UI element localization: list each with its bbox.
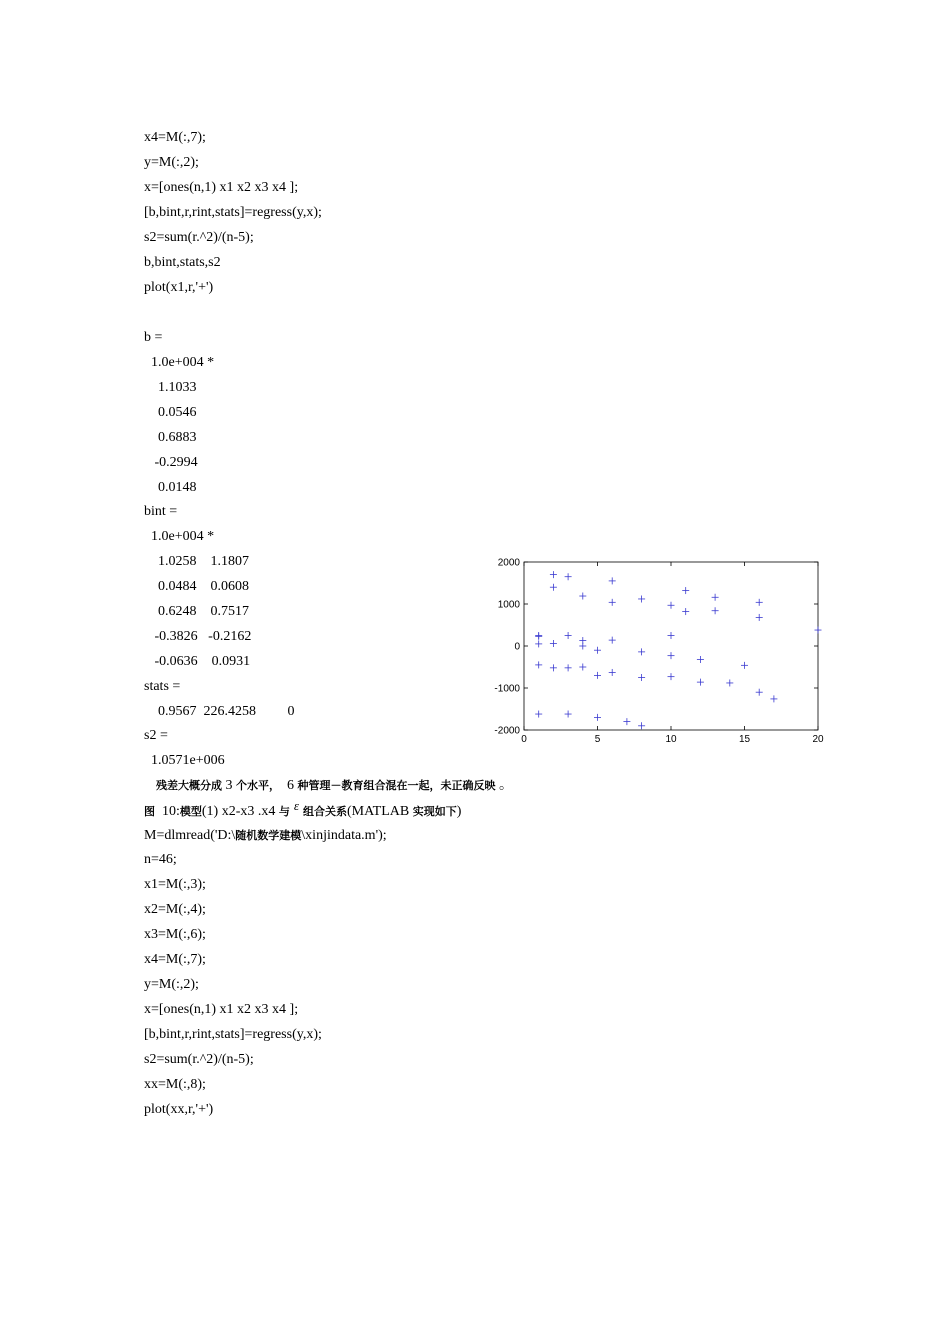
data-point [535, 711, 542, 718]
output-bint-row: 0.0484 0.0608 [144, 579, 249, 594]
data-point [668, 602, 675, 609]
data-point [550, 640, 557, 647]
data-point [550, 571, 557, 578]
data-point [668, 652, 675, 659]
output-bint-row: 1.0258 1.1807 [144, 554, 249, 569]
x-tick-label: 20 [812, 734, 824, 745]
output-s2-label: s2 = [144, 728, 168, 743]
output-bint-label: bint = [144, 504, 178, 519]
output-bint-row: 0.6248 0.7517 [144, 604, 249, 619]
data-point [756, 689, 763, 696]
data-point [770, 695, 777, 702]
data-point [726, 679, 733, 686]
output-bint-scale: 1.0e+004 * [144, 529, 215, 544]
data-point [668, 673, 675, 680]
data-point [550, 584, 557, 591]
code-line: x1=M(:,3); [144, 877, 206, 892]
code-line: x4=M(:,7); [144, 952, 206, 967]
output-b-value: -0.2994 [144, 455, 198, 470]
code-line: s2=sum(r.^2)/(n-5); [144, 230, 254, 245]
code-line: n=46; [144, 852, 177, 867]
code-line: s2=sum(r.^2)/(n-5); [144, 1052, 254, 1067]
data-point [712, 607, 719, 614]
data-point [609, 599, 616, 606]
data-point [565, 573, 572, 580]
data-point [565, 664, 572, 671]
data-point [609, 637, 616, 644]
output-b-value: 0.0148 [144, 480, 197, 495]
code-line: x2=M(:,4); [144, 902, 206, 917]
data-point [668, 632, 675, 639]
code-line: plot(x1,r,'+') [144, 280, 214, 295]
output-stats-values: 0.9567 226.4258 0 [144, 704, 295, 719]
caption-residual-note: 残差大概分成 3 个水平， 6 种管理－教育组合混在一起，未正确反映 。 [156, 778, 513, 793]
data-point [623, 718, 630, 725]
y-tick-label: 0 [514, 641, 520, 653]
data-point [741, 662, 748, 669]
output-b-label: b = [144, 330, 163, 345]
data-point [609, 577, 616, 584]
output-b-value: 0.0546 [144, 405, 197, 420]
output-b-value: 1.1033 [144, 380, 197, 395]
data-point [594, 672, 601, 679]
code-line: x=[ones(n,1) x1 x2 x3 x4 ]; [144, 180, 299, 195]
output-bint-row: -0.3826 -0.2162 [144, 629, 252, 644]
data-point [535, 633, 542, 640]
output-b-value: 0.6883 [144, 430, 197, 445]
code-line-dlmread: M=dlmread('D:\随机数学建模\xinjindata.m'); [144, 828, 387, 843]
code-line: x4=M(:,7); [144, 130, 206, 145]
data-point [579, 643, 586, 650]
code-line: [b,bint,r,rint,stats]=regress(y,x); [144, 1027, 322, 1042]
output-b-scale: 1.0e+004 * [144, 355, 215, 370]
x-tick-label: 10 [665, 734, 677, 745]
output-stats-label: stats = [144, 679, 181, 694]
code-line: x=[ones(n,1) x1 x2 x3 x4 ]; [144, 1002, 299, 1017]
data-point [550, 664, 557, 671]
code-line: plot(xx,r,'+') [144, 1102, 214, 1117]
y-tick-label: 1000 [497, 599, 520, 611]
data-point [638, 722, 645, 729]
residual-scatter-plot [488, 550, 833, 750]
epsilon-symbol: ε [293, 798, 300, 813]
data-point [697, 679, 704, 686]
code-line: xx=M(:,8); [144, 1077, 206, 1092]
x-tick-label: 5 [594, 734, 601, 745]
data-point [638, 648, 645, 655]
data-point [638, 595, 645, 602]
output-bint-row: -0.0636 0.0931 [144, 654, 251, 669]
plot-axes-frame [524, 562, 818, 730]
data-point [594, 647, 601, 654]
data-point [682, 608, 689, 615]
code-line: b,bint,stats,s2 [144, 255, 221, 270]
y-tick-label: -2000 [494, 725, 520, 737]
code-line: y=M(:,2); [144, 155, 199, 170]
x-tick-label: 15 [738, 734, 751, 745]
data-point [535, 661, 542, 668]
code-line: [b,bint,r,rint,stats]=regress(y,x); [144, 205, 322, 220]
x-tick-label: 0 [521, 734, 527, 745]
data-point [565, 711, 572, 718]
data-point [712, 594, 719, 601]
data-point [638, 674, 645, 681]
data-point [565, 632, 572, 639]
y-tick-label: 2000 [497, 557, 520, 569]
code-line: x3=M(:,6); [144, 927, 206, 942]
data-point [756, 599, 763, 606]
data-point [815, 627, 822, 634]
data-point [682, 587, 689, 594]
figure-caption: 图 10:模型(1) x2-x3 .x4 与 ε 组合关系(MATLAB 实现如下) [144, 798, 462, 819]
data-point [756, 614, 763, 621]
data-point [697, 656, 704, 663]
data-point [579, 664, 586, 671]
data-point [579, 593, 586, 600]
y-tick-label: -1000 [494, 683, 520, 695]
code-line: y=M(:,2); [144, 977, 199, 992]
data-point [609, 669, 616, 676]
data-point [535, 640, 542, 647]
output-s2-value: 1.0571e+006 [144, 753, 225, 768]
data-point [594, 714, 601, 721]
